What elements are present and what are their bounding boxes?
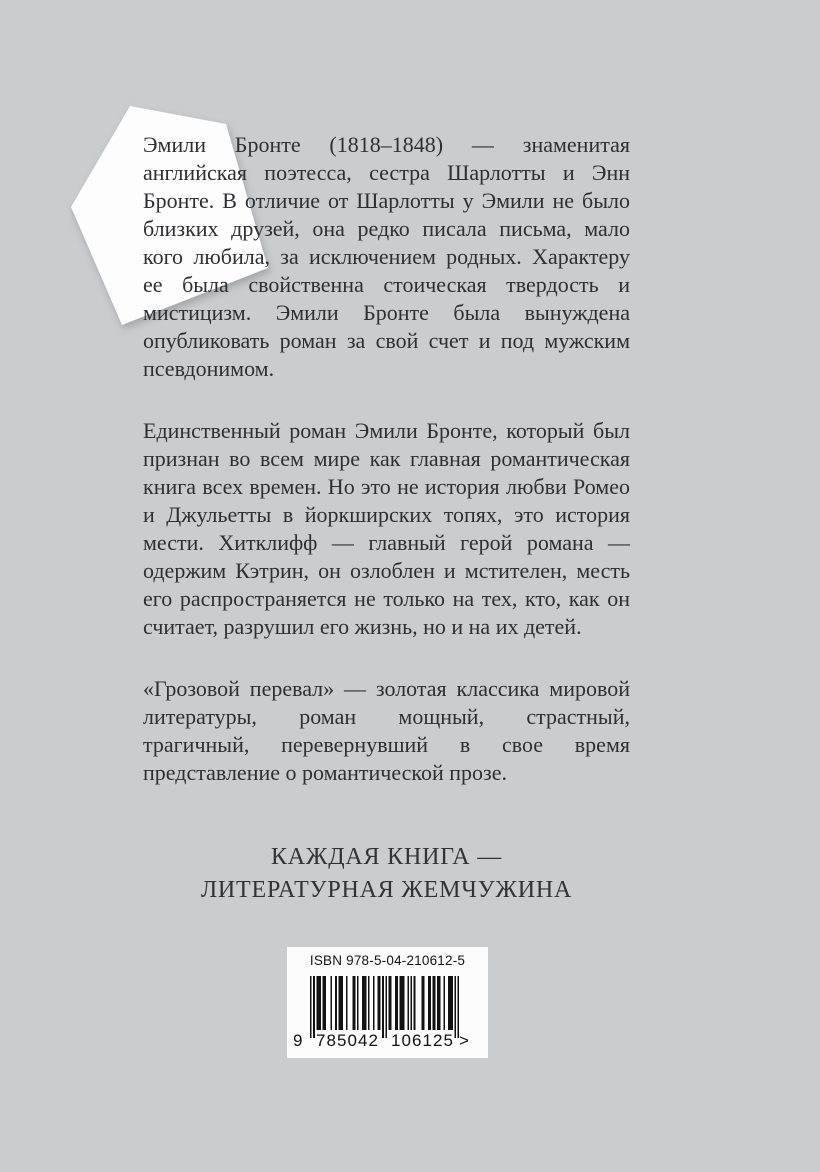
barcode-digits-left: 7 8 5 0 4 2 [316, 1031, 378, 1050]
barcode-end-char: > [459, 1031, 469, 1050]
paragraph-novel-summary: Единственный роман Эмили Бронте, который был признан во всем мире как главная романтическая книга всех времен. Но это не история любви Ромео и Джульетты в йоркширских топях, это история мести. Хитклифф — главный герой романа — одержим Кэтрин, он озлоблен и мстителен, месть его распространяется не только на тех, кто, как он считает, разрушил его жизнь, но и на их детей. [143, 418, 630, 639]
slogan-line-2: ЛИТЕРАТУРНАЯ ЖЕМЧУЖИНА [200, 877, 573, 903]
paragraph-praise: «Грозовой перевал» — золотая классика мировой литературы, роман мощный, страстный, трагичный, перевернувший в свое время представление о романтической прозе. [143, 676, 630, 785]
annotation-text-block [143, 131, 630, 821]
ean13-barcode-bars [310, 976, 460, 1038]
slogan-line-1: КАЖДАЯ КНИГА — [270, 844, 503, 870]
isbn-label: ISBN 978-5-04-210612-5 [309, 953, 466, 968]
isbn-barcode-panel [287, 947, 488, 1058]
paragraph-author-bio: Эмили Бронте (1818–1848) — знаменитая английская поэтесса, сестра Шарлотты и Энн Бронте. В отличие от Шарлотты у Эмили не было близких друзей, она редко писала письма, мало кого любила, за исключением родных. Характеру ее была свойственна стоическая твердость и мистицизм. Эмили Бронте была вынуждена опубликовать роман за свой счет и под мужским псевдонимом. [143, 132, 630, 381]
barcode-leading-digit: 9 [293, 1031, 303, 1050]
barcode-digits-right: 1 0 6 1 2 5 [391, 1031, 453, 1050]
publisher-slogan [143, 841, 630, 907]
